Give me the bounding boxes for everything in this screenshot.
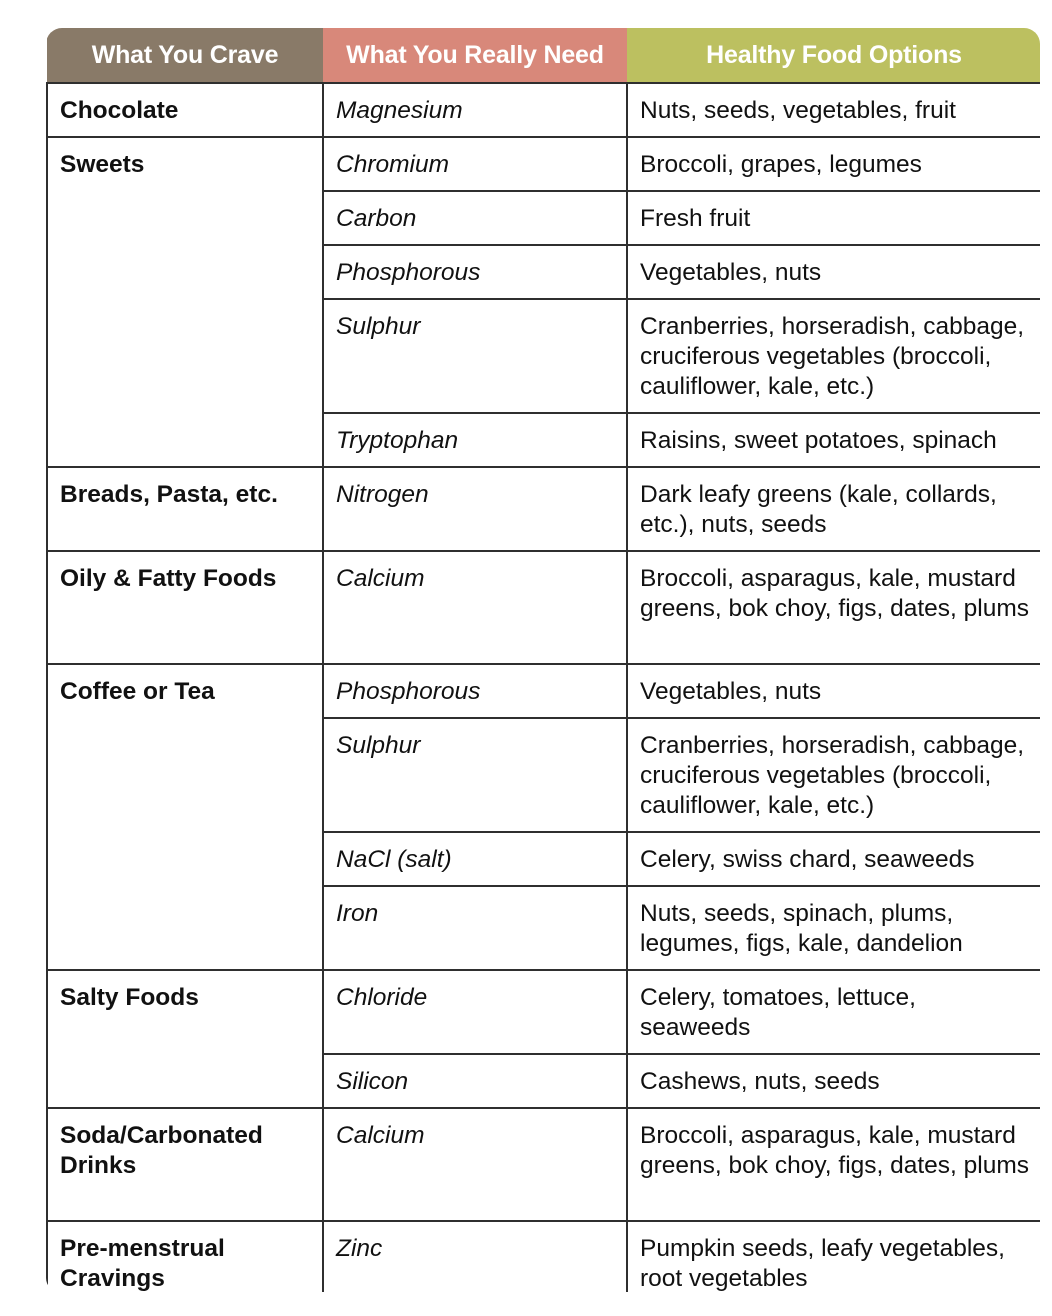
food-options-cell: Cashews, nuts, seeds <box>627 1054 1040 1108</box>
need-cell: Nitrogen <box>323 467 627 551</box>
food-options-cell: Cranberries, horseradish, cabbage, cruciferous vegetables (broccoli, cauliflower, kale, etc.) <box>627 718 1040 832</box>
food-options-cell: Pumpkin seeds, leafy vegetables, root vegetables <box>627 1221 1040 1292</box>
crave-cell: Soda/Carbonated Drinks <box>47 1108 323 1221</box>
crave-cell: Coffee or Tea <box>47 664 323 970</box>
need-cell: Sulphur <box>323 299 627 413</box>
food-options-cell: Dark leafy greens (kale, collards, etc.), nuts, seeds <box>627 467 1040 551</box>
need-cell: NaCl (salt) <box>323 832 627 886</box>
food-options-cell: Broccoli, grapes, legumes <box>627 137 1040 191</box>
need-cell: Tryptophan <box>323 413 627 467</box>
food-options-cell: Celery, tomatoes, lettuce, seaweeds <box>627 970 1040 1054</box>
table-body <box>47 83 1040 1292</box>
need-cell: Sulphur <box>323 718 627 832</box>
table-row <box>47 467 1040 551</box>
header-what-you-crave: What You Crave <box>47 28 323 83</box>
food-options-cell: Vegetables, nuts <box>627 245 1040 299</box>
food-options-cell: Broccoli, asparagus, kale, mustard greens, bok choy, figs, dates, plums <box>627 551 1040 664</box>
header-row <box>47 28 1040 83</box>
need-cell: Calcium <box>323 1108 627 1221</box>
food-options-cell: Vegetables, nuts <box>627 664 1040 718</box>
food-options-cell: Broccoli, asparagus, kale, mustard greens, bok choy, figs, dates, plums <box>627 1108 1040 1221</box>
crave-cell: Breads, Pasta, etc. <box>47 467 323 551</box>
food-options-cell: Cranberries, horseradish, cabbage, cruciferous vegetables (broccoli, cauliflower, kale, etc.) <box>627 299 1040 413</box>
need-cell: Phosphorous <box>323 245 627 299</box>
food-options-cell: Fresh fruit <box>627 191 1040 245</box>
food-options-cell: Celery, swiss chard, seaweeds <box>627 832 1040 886</box>
crave-cell: Pre-menstrual Cravings <box>47 1221 323 1292</box>
need-cell: Phosphorous <box>323 664 627 718</box>
table-header <box>47 28 1040 83</box>
food-options-cell: Raisins, sweet potatoes, spinach <box>627 413 1040 467</box>
table-row <box>47 970 1040 1054</box>
need-cell: Calcium <box>323 551 627 664</box>
table-row <box>47 1221 1040 1292</box>
food-options-cell: Nuts, seeds, spinach, plums, legumes, figs, kale, dandelion <box>627 886 1040 970</box>
crave-cell: Salty Foods <box>47 970 323 1108</box>
cravings-table-card <box>46 28 1040 1292</box>
need-cell: Iron <box>323 886 627 970</box>
crave-cell: Oily & Fatty Foods <box>47 551 323 664</box>
food-options-cell: Nuts, seeds, vegetables, fruit <box>627 83 1040 137</box>
need-cell: Silicon <box>323 1054 627 1108</box>
need-cell: Carbon <box>323 191 627 245</box>
cravings-table <box>46 28 1040 1292</box>
crave-cell: Chocolate <box>47 83 323 137</box>
table-row <box>47 551 1040 664</box>
table-row <box>47 1108 1040 1221</box>
header-healthy-food-options: Healthy Food Options <box>627 28 1040 83</box>
header-what-you-really-need: What You Really Need <box>323 28 627 83</box>
crave-cell: Sweets <box>47 137 323 467</box>
table-row <box>47 137 1040 191</box>
need-cell: Chromium <box>323 137 627 191</box>
need-cell: Chloride <box>323 970 627 1054</box>
table-row <box>47 664 1040 718</box>
table-row <box>47 83 1040 137</box>
need-cell: Magnesium <box>323 83 627 137</box>
need-cell: Zinc <box>323 1221 627 1292</box>
